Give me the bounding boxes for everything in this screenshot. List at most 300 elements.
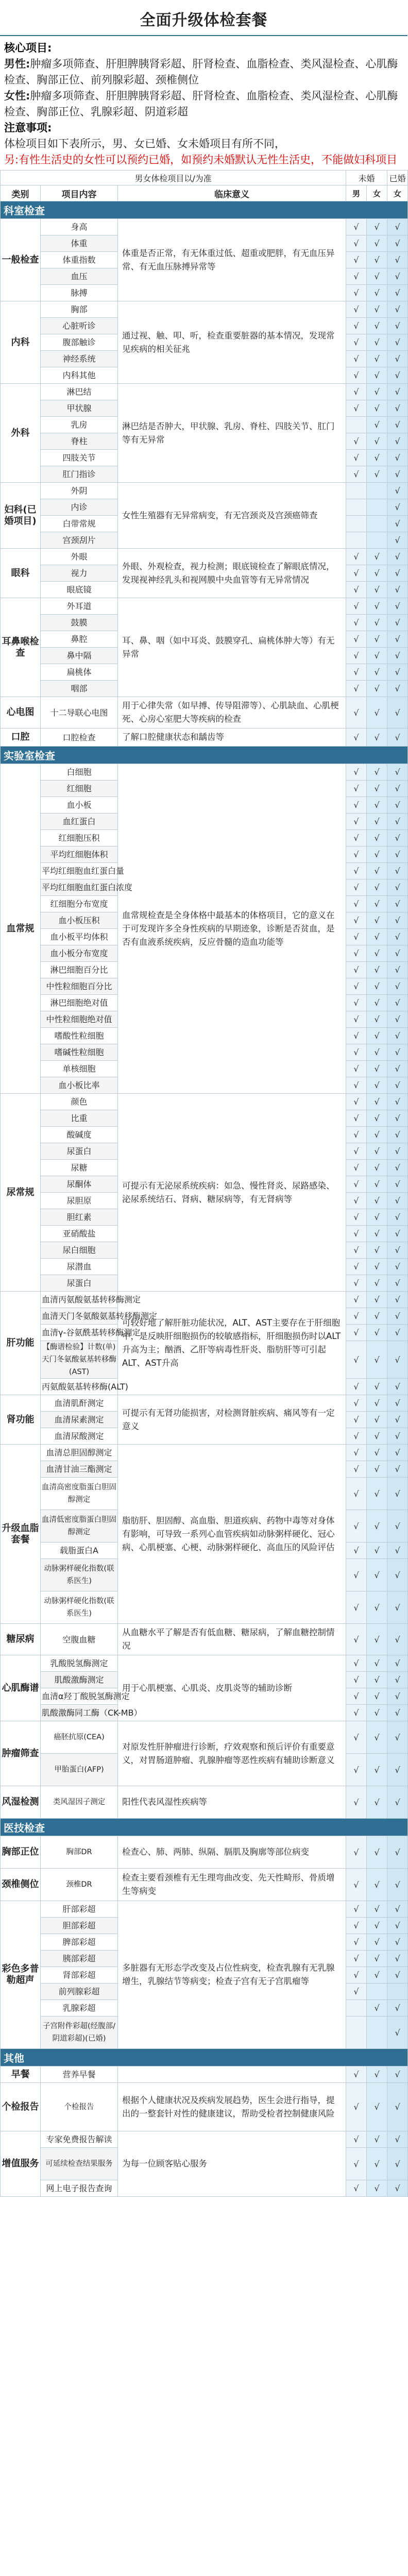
category-cell: 外科 — [1, 384, 41, 483]
item-cell: 白带常规 — [41, 516, 118, 532]
check-female-married: √ — [387, 1395, 408, 1412]
category-cell: 肿瘤筛查 — [1, 1721, 41, 1786]
check-female-married: √ — [387, 814, 408, 830]
item-cell: 红细胞分布宽度 — [41, 896, 118, 912]
item-cell: 动脉粥样硬化指数(联系医生) — [41, 1559, 118, 1591]
check-female-married: √ — [387, 995, 408, 1011]
check-female-married: √ — [387, 1044, 408, 1061]
check-female-unmarried: √ — [367, 367, 387, 384]
check-male: √ — [346, 219, 367, 235]
item-cell: 淋巴结 — [41, 384, 118, 400]
check-female-unmarried: √ — [367, 1379, 387, 1395]
check-female-married: √ — [387, 400, 408, 417]
meaning-cell: 可提示有无肾功能损害，对检测肾脏疾病、痛风等有一定意义 — [118, 1395, 346, 1445]
item-cell: 四肢关节 — [41, 450, 118, 466]
meaning-cell: 阳性代表风湿性疾病等 — [118, 1786, 346, 1819]
table-row — [1, 549, 408, 565]
item-cell: 肌酸激酶测定 — [41, 1672, 118, 1688]
check-female-married: √ — [387, 1559, 408, 1591]
check-female-married: √ — [387, 846, 408, 863]
check-male: √ — [346, 1428, 367, 1445]
check-female-married: √ — [387, 830, 408, 846]
check-male: √ — [346, 1836, 367, 1869]
check-female-married: √ — [387, 417, 408, 433]
check-female-unmarried: √ — [367, 978, 387, 995]
meaning-cell: 根据个人健康状况及疾病发展趋势，医生会进行指导，提出的一整套针对性的健康建议，帮助受检者控制健康风险 — [118, 2083, 346, 2131]
table-row — [1, 2083, 408, 2131]
item-cell: 平均红细胞血红蛋白量 — [41, 863, 118, 879]
item-cell: 血清高密度脂蛋白胆固醇测定 — [41, 1478, 118, 1510]
check-male: √ — [346, 2083, 367, 2131]
meaning-cell: 通过视、触、叩、听，检查重要脏器的基本情况，发现常见疾病的相关征兆 — [118, 301, 346, 384]
item-cell: 尿白细胞 — [41, 1242, 118, 1259]
category-cell: 耳鼻喉检查 — [1, 598, 41, 697]
item-cell: 尿糖 — [41, 1160, 118, 1176]
check-female-married: √ — [387, 1836, 408, 1869]
check-female-married: √ — [387, 2180, 408, 2197]
check-female-unmarried: √ — [367, 2000, 387, 2016]
check-male: √ — [346, 1461, 367, 1478]
check-female-married: √ — [387, 1242, 408, 1259]
check-female-unmarried: √ — [367, 1044, 387, 1061]
check-female-married: √ — [387, 1951, 408, 1967]
meaning-cell: 脂肪肝、胆固醇、高血脂、胆道疾病、药物中毒等对身体有影响，可导致一系列心血管疾病如动脉粥样硬化、冠心病、心肌梗塞、心梗、动脉粥样硬化、高血压的风险评估 — [118, 1445, 346, 1624]
check-male — [346, 417, 367, 433]
item-cell: 血清低密度脂蛋白胆固醇测定 — [41, 1510, 118, 1543]
check-female-married: √ — [387, 962, 408, 978]
check-female-married: √ — [387, 615, 408, 631]
check-male: √ — [346, 2131, 367, 2148]
item-cell: 子宫附件彩超(经腹部/阴道彩超)(已婚) — [41, 2016, 118, 2049]
category-cell: 一般检查 — [1, 219, 41, 301]
check-female-married: √ — [387, 1461, 408, 1478]
item-cell: 酸碱度 — [41, 1127, 118, 1143]
check-male: √ — [346, 1967, 367, 1984]
check-female-unmarried: √ — [367, 1672, 387, 1688]
check-male: √ — [346, 1395, 367, 1412]
item-cell: 平均红细胞血红蛋白浓度 — [41, 879, 118, 896]
check-female-unmarried: √ — [367, 1951, 387, 1967]
check-female-married: √ — [387, 1543, 408, 1559]
check-female-married: √ — [387, 1127, 408, 1143]
check-male: √ — [346, 1308, 367, 1325]
item-cell: 白细胞 — [41, 764, 118, 781]
item-cell: 丙氨酸氨基转移酶(ALT) — [41, 1379, 118, 1395]
item-cell: 心脏听诊 — [41, 318, 118, 334]
table-row — [1, 1655, 408, 1672]
check-female-unmarried: √ — [367, 351, 387, 367]
check-female-unmarried: √ — [367, 1967, 387, 1984]
item-cell: 血红蛋白 — [41, 814, 118, 830]
check-female-married: √ — [387, 1934, 408, 1951]
female-items-text: 肿瘤多项筛查、肝胆脾胰肾彩超、肝肾检查、血脂检查、类风湿检查、心肌酶检查、胸部正位、乳腺彩超、阴道彩超 — [4, 90, 398, 118]
item-cell: 亚硝酸盐 — [41, 1226, 118, 1242]
check-male — [346, 2016, 367, 2049]
item-cell: 类风湿因子测定 — [41, 1786, 118, 1819]
check-male: √ — [346, 995, 367, 1011]
section-title: 其他 — [1, 2049, 408, 2066]
check-female-married: √ — [387, 1028, 408, 1044]
check-male: √ — [346, 830, 367, 846]
check-female-married: √ — [387, 2000, 408, 2016]
item-cell: 外眼 — [41, 549, 118, 565]
check-female-married: √ — [387, 1143, 408, 1160]
category-cell: 口腔 — [1, 728, 41, 747]
check-female-unmarried: √ — [367, 615, 387, 631]
category-cell: 心肌酶谱 — [1, 1655, 41, 1721]
check-female-unmarried: √ — [367, 2066, 387, 2083]
check-female-married: √ — [387, 219, 408, 235]
category-cell: 早餐 — [1, 2066, 41, 2083]
caution-red-text: 另:有性生活史的女性可以预约已婚，如预约未婚默认无性生活史，不能做妇科项目 — [4, 154, 398, 166]
table-row — [1, 598, 408, 615]
check-female-married: √ — [387, 1341, 408, 1379]
check-male: √ — [346, 301, 367, 318]
item-cell: 尿蛋白 — [41, 1143, 118, 1160]
check-female-unmarried: √ — [367, 648, 387, 664]
check-male: √ — [346, 598, 367, 615]
check-female-married: √ — [387, 664, 408, 681]
section-title: 科室检查 — [1, 201, 408, 219]
category-cell: 尿常规 — [1, 1094, 41, 1292]
check-female-unmarried: √ — [367, 1226, 387, 1242]
check-male: √ — [346, 1061, 367, 1077]
check-female-unmarried: √ — [367, 1918, 387, 1934]
check-male: √ — [346, 318, 367, 334]
item-cell: 甲状腺 — [41, 400, 118, 417]
check-female-unmarried: √ — [367, 764, 387, 781]
check-female-married: √ — [387, 929, 408, 945]
check-female-unmarried: √ — [367, 912, 387, 929]
meaning-cell: 体重是否正常，有无体重过低、超重或肥胖，有无血压异常、有无血压脉搏异常等 — [118, 219, 346, 301]
check-female-unmarried: √ — [367, 1445, 387, 1461]
check-female-unmarried: √ — [367, 929, 387, 945]
check-male: √ — [346, 1786, 367, 1819]
item-cell: 乳腺彩超 — [41, 2000, 118, 2016]
check-female-unmarried: √ — [367, 1412, 387, 1428]
check-female-unmarried: √ — [367, 582, 387, 598]
table-row — [1, 728, 408, 747]
male-core-items — [4, 56, 403, 88]
check-female-married: √ — [387, 1786, 408, 1819]
meaning-cell — [118, 2066, 346, 2083]
check-male: √ — [346, 1688, 367, 1705]
meaning-cell: 用于心肌梗塞、心肌炎、皮肌炎等的辅助诊断 — [118, 1655, 346, 1721]
check-male: √ — [346, 863, 367, 879]
check-female-married: √ — [387, 1061, 408, 1077]
check-female-unmarried: √ — [367, 1836, 387, 1869]
check-female-unmarried: √ — [367, 598, 387, 615]
check-male: √ — [346, 879, 367, 896]
check-female-unmarried: √ — [367, 1094, 387, 1110]
male-label: 男性: — [4, 58, 30, 70]
meaning-cell: 淋巴结是否肿大，甲状腺、乳房、脊柱、四肢关节、肛门等有无异常 — [118, 384, 346, 483]
item-cell: 外阴 — [41, 483, 118, 499]
item-cell: 内诊 — [41, 499, 118, 516]
check-female-unmarried: √ — [367, 814, 387, 830]
check-male: √ — [346, 1193, 367, 1209]
check-male: √ — [346, 615, 367, 631]
check-male — [346, 532, 367, 549]
check-female-unmarried: √ — [367, 334, 387, 351]
check-female-married: √ — [387, 879, 408, 896]
table-caption: 男女体检项目以/为准 — [1, 171, 346, 185]
check-male: √ — [346, 384, 367, 400]
check-female-unmarried: √ — [367, 631, 387, 648]
category-cell: 颈椎侧位 — [1, 1869, 41, 1901]
check-male: √ — [346, 1094, 367, 1110]
check-female-unmarried: √ — [367, 1705, 387, 1721]
category-cell: 个检报告 — [1, 2083, 41, 2131]
check-male — [346, 2000, 367, 2016]
check-female-married: √ — [387, 466, 408, 483]
item-cell: 肛门指诊 — [41, 466, 118, 483]
meaning-cell: 可较好地了解肝脏功能状况，ALT、AST主要存在于肝细胞中，是反映肝细胞损伤的较敏感指标，肝细胞损伤时以ALT升高为主；酗酒、乙肝等病毒性肝炎、脂肪肝等可引起ALT、AST升高 — [118, 1292, 346, 1395]
item-cell: 颈椎DR — [41, 1869, 118, 1901]
check-female-married: √ — [387, 1176, 408, 1193]
check-male: √ — [346, 1721, 367, 1754]
check-female-unmarried: √ — [367, 1901, 387, 1918]
check-female-married: √ — [387, 598, 408, 615]
check-male: √ — [346, 1624, 367, 1655]
check-female-unmarried: √ — [367, 549, 387, 565]
header-female-married: 女 — [387, 185, 408, 201]
meaning-cell: 从血糖水平了解是否有低血糖、糖尿病，了解血糖控制情况 — [118, 1624, 346, 1655]
item-cell: 尿酮体 — [41, 1176, 118, 1193]
check-female-married: √ — [387, 1510, 408, 1543]
check-male: √ — [346, 962, 367, 978]
check-female-married: √ — [387, 1967, 408, 1984]
table-row — [1, 2066, 408, 2083]
check-male: √ — [346, 351, 367, 367]
check-female-unmarried: √ — [367, 797, 387, 814]
check-male: √ — [346, 1325, 367, 1341]
check-male: √ — [346, 1445, 367, 1461]
check-female-unmarried: √ — [367, 450, 387, 466]
check-female-unmarried: √ — [367, 1395, 387, 1412]
check-female-unmarried: √ — [367, 664, 387, 681]
check-female-unmarried: √ — [367, 1478, 387, 1510]
meaning-cell: 为每一位顾客贴心服务 — [118, 2131, 346, 2197]
item-cell: 动脉粥样硬化指数(联系医生) — [41, 1591, 118, 1624]
caution-text: 体检项目如下表所示，男、女已婚、女未婚项目有所不同， — [4, 138, 285, 150]
check-male: √ — [346, 400, 367, 417]
item-cell: 肌酸激酶同工酶（CK-MB） — [41, 1705, 118, 1721]
check-female-unmarried: √ — [367, 1341, 387, 1379]
section-title: 医技检查 — [1, 1819, 408, 1836]
item-cell: 鼻腔 — [41, 631, 118, 648]
item-cell: 胸部DR — [41, 1836, 118, 1869]
item-cell: 前列腺彩超 — [41, 1984, 118, 2000]
check-female-married: √ — [387, 896, 408, 912]
meaning-cell: 检查主要看颈椎有无生理弯曲改变、先天性畸形、骨质增生等病变 — [118, 1869, 346, 1901]
item-cell: 血清肌酐测定 — [41, 1395, 118, 1412]
check-male: √ — [346, 1412, 367, 1428]
check-female-unmarried: √ — [367, 995, 387, 1011]
check-female-married: √ — [387, 912, 408, 929]
check-female-married: √ — [387, 2131, 408, 2148]
check-female-married: √ — [387, 1591, 408, 1624]
check-female-unmarried: √ — [367, 1028, 387, 1044]
check-male: √ — [346, 814, 367, 830]
check-female-unmarried: √ — [367, 1061, 387, 1077]
check-female-married: √ — [387, 1721, 408, 1754]
check-female-married: √ — [387, 1428, 408, 1445]
check-female-unmarried: √ — [367, 945, 387, 962]
check-female-married: √ — [387, 516, 408, 532]
check-female-married: √ — [387, 532, 408, 549]
core-items-heading: 核心项目: — [4, 42, 52, 54]
check-male: √ — [346, 1209, 367, 1226]
check-female-married: √ — [387, 1308, 408, 1325]
item-cell: 比重 — [41, 1110, 118, 1127]
check-male: √ — [346, 1160, 367, 1176]
check-female-married: √ — [387, 648, 408, 664]
meaning-cell: 用于心律失常（如早搏、传导阻滞等）、心肌缺血、心肌梗死、心房心室肥大等疾病的检查 — [118, 697, 346, 728]
item-cell: 胸部 — [41, 301, 118, 318]
check-female-married: √ — [387, 2066, 408, 2083]
check-male: √ — [346, 1176, 367, 1193]
item-cell: 乳酸脱氢酶测定 — [41, 1655, 118, 1672]
category-cell: 肝功能 — [1, 1292, 41, 1395]
item-cell: 脊柱 — [41, 433, 118, 450]
caution-heading: 注意事项: — [4, 122, 52, 134]
check-female-unmarried: √ — [367, 1259, 387, 1275]
check-female-married: √ — [387, 1412, 408, 1428]
table-body — [1, 201, 408, 2197]
check-male: √ — [346, 1591, 367, 1624]
check-female-married: √ — [387, 1094, 408, 1110]
check-male: √ — [346, 285, 367, 301]
check-male: √ — [346, 764, 367, 781]
item-cell: 中性粒细胞绝对值 — [41, 1011, 118, 1028]
table-row — [1, 1395, 408, 1412]
page-title: 全面升级体检套餐 — [0, 0, 407, 36]
check-female-unmarried: √ — [367, 681, 387, 697]
item-cell: 体重 — [41, 235, 118, 252]
female-core-items — [4, 88, 403, 120]
check-female-unmarried: √ — [367, 1934, 387, 1951]
check-male: √ — [346, 252, 367, 268]
category-cell: 增值服务 — [1, 2131, 41, 2197]
item-cell: 血小板 — [41, 797, 118, 814]
check-male: √ — [346, 1918, 367, 1934]
table-row — [1, 1094, 408, 1110]
item-cell: 口腔检查 — [41, 728, 118, 747]
check-female-married: √ — [387, 1672, 408, 1688]
check-female-unmarried: √ — [367, 1786, 387, 1819]
table-row — [1, 764, 408, 781]
item-cell: 淋巴细胞绝对值 — [41, 995, 118, 1011]
category-cell: 风湿检测 — [1, 1786, 41, 1819]
check-female-unmarried: √ — [367, 697, 387, 728]
item-cell: 红细胞压积 — [41, 830, 118, 846]
item-cell: 嗜碱性粒细胞 — [41, 1044, 118, 1061]
check-female-married: √ — [387, 728, 408, 747]
item-cell: 脉搏 — [41, 285, 118, 301]
item-cell: 鼻中隔 — [41, 648, 118, 664]
item-cell: 眼底镜 — [41, 582, 118, 598]
check-female-unmarried: √ — [367, 219, 387, 235]
check-male — [346, 516, 367, 532]
check-male: √ — [346, 2066, 367, 2083]
check-female-unmarried: √ — [367, 1591, 387, 1624]
meaning-cell: 耳、鼻、咽（如中耳炎、鼓膜穿孔、扁桃体肿大等）有无异常 — [118, 598, 346, 697]
check-female-married: √ — [387, 1918, 408, 1934]
meaning-cell: 女性生殖器有无异常病变，有无宫颈炎及宫颈癌筛查 — [118, 483, 346, 549]
check-male: √ — [346, 1259, 367, 1275]
item-cell: 血压 — [41, 268, 118, 285]
item-cell: 十二导联心电图 — [41, 697, 118, 728]
meaning-cell: 多脏器有无形态学改变及占位性病变，检查乳腺有无乳腺增生，乳腺结节等病变；检查子宫有无子宫肌瘤等 — [118, 1901, 346, 2049]
check-female-married: √ — [387, 334, 408, 351]
check-male: √ — [346, 1543, 367, 1559]
check-male: √ — [346, 433, 367, 450]
check-male: √ — [346, 1510, 367, 1543]
table-row — [1, 1624, 408, 1655]
meaning-cell: 检查心、肺、两肺、纵隔、膈肌及胸廓等部位病变 — [118, 1836, 346, 1869]
item-cell: 肝部彩超 — [41, 1901, 118, 1918]
check-female-married: √ — [387, 945, 408, 962]
check-female-unmarried: √ — [367, 2148, 387, 2180]
check-female-married: √ — [387, 1226, 408, 1242]
check-female-unmarried: √ — [367, 417, 387, 433]
item-cell: 尿胆原 — [41, 1193, 118, 1209]
check-female-unmarried: √ — [367, 1275, 387, 1292]
item-cell: 血清甘油三酯测定 — [41, 1461, 118, 1478]
check-female-unmarried: √ — [367, 846, 387, 863]
check-female-unmarried: √ — [367, 1292, 387, 1308]
check-male: √ — [346, 1028, 367, 1044]
check-female-unmarried: √ — [367, 1543, 387, 1559]
check-male: √ — [346, 1292, 367, 1308]
check-male: √ — [346, 582, 367, 598]
item-cell: 鼓膜 — [41, 615, 118, 631]
check-female-married: √ — [387, 367, 408, 384]
check-female-unmarried: √ — [367, 1721, 387, 1754]
check-female-unmarried: √ — [367, 318, 387, 334]
check-female-unmarried: √ — [367, 2083, 387, 2131]
item-cell: 血清α羟丁酸脱氢酶测定 — [41, 1688, 118, 1705]
category-cell: 升级血脂套餐 — [1, 1445, 41, 1624]
category-cell: 血常规 — [1, 764, 41, 1094]
check-female-married: √ — [387, 499, 408, 516]
check-male: √ — [346, 648, 367, 664]
check-male: √ — [346, 1559, 367, 1591]
check-male: √ — [346, 1984, 367, 2000]
check-female-married: √ — [387, 582, 408, 598]
header-item: 项目内容 — [41, 185, 118, 201]
item-cell: 咽部 — [41, 681, 118, 697]
item-cell: 【酶谱检验】计数(单)天门冬氨酸氨基转移酶(AST) — [41, 1341, 118, 1379]
check-male: √ — [346, 334, 367, 351]
item-cell: 内科其他 — [41, 367, 118, 384]
meaning-cell: 可提示有无泌尿系统疾病：如急、慢性肾炎、尿路感染、泌尿系统结石、肾病、糖尿病等，有无肾病等 — [118, 1094, 346, 1292]
check-female-unmarried: √ — [367, 1869, 387, 1901]
check-female-unmarried: √ — [367, 433, 387, 450]
check-female-unmarried: √ — [367, 1242, 387, 1259]
section-title: 实验室检查 — [1, 747, 408, 764]
check-male: √ — [346, 268, 367, 285]
check-female-married: √ — [387, 1259, 408, 1275]
check-female-married: √ — [387, 301, 408, 318]
check-female-married: √ — [387, 681, 408, 697]
check-female-married: √ — [387, 797, 408, 814]
table-row — [1, 1786, 408, 1819]
check-female-unmarried: √ — [367, 1160, 387, 1176]
item-cell: 胆红素 — [41, 1209, 118, 1226]
check-male: √ — [346, 1127, 367, 1143]
